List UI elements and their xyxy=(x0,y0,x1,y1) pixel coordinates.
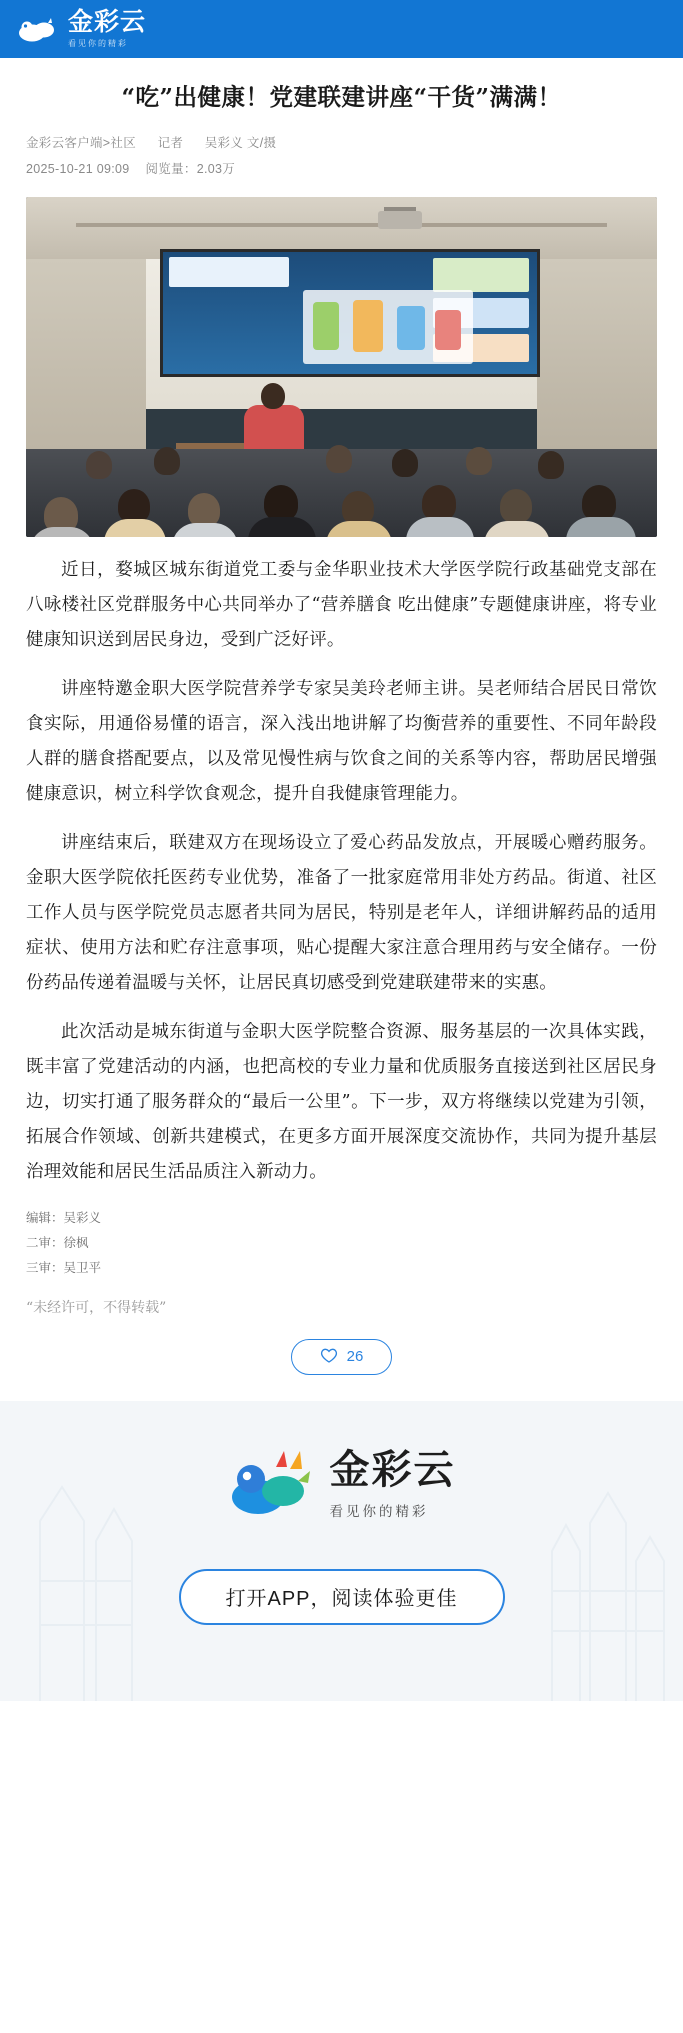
promo-title: 金彩云 xyxy=(329,1447,456,1492)
colorful-cloud-icon xyxy=(228,1441,314,1527)
like-button[interactable] xyxy=(291,1339,393,1375)
publish-time: 2025-10-21 09:09 xyxy=(26,162,130,177)
brand-logo[interactable] xyxy=(18,9,146,48)
promo-brand xyxy=(228,1441,456,1527)
article-paragraph: 此次活动是城东街道与金职大医学院整合资源、服务基层的一次具体实践，既丰富了党建活动的内涵，也把高校的专业力量和优质服务直接送到社区居民身边，切实打通了服务群众的“最后一公里”。下一步，双方将继续以党建为引领，拓展合作领域、创新共建模式，在更多方面开展深度交流协作，共同为提升基层治理效能和居民生活品质注入新动力。 xyxy=(26,1021,657,1182)
heart-icon xyxy=(320,1347,338,1367)
article-photo xyxy=(26,197,657,537)
brand-subtitle: 看见你的精彩 xyxy=(68,38,128,48)
like-row xyxy=(26,1339,657,1375)
article-paragraph: 近日，婺城区城东街道党工委与金华职业技术大学医学院行政基础党支部在八咏楼社区党群服务中心共同举办了“营养膳食 吃出健康”专题健康讲座，将专业健康知识送到居民身边，受到广泛好评。 xyxy=(26,559,657,650)
brand-title: 金彩云 xyxy=(68,8,147,37)
article-paragraph: 讲座特邀金职大医学院营养学专家吴美玲老师主讲。吴老师结合居民日常饮食实际，用通俗易懂的语言，深入浅出地讲解了均衡营养的重要性、不同年龄段人群的膳食搭配要点，以及常见慢性病与饮食之间的关系等内容，帮助居民增强健康意识，树立科学饮食观念，提升自我健康管理能力。 xyxy=(26,678,657,804)
cloud-logo-icon xyxy=(18,12,58,46)
article-meta-source xyxy=(26,130,657,156)
copyright-notice: “未经许可，不得转载” xyxy=(26,1299,167,1316)
article-body xyxy=(26,553,657,1190)
like-count: 26 xyxy=(346,1348,364,1366)
source-label: 金彩云客户端>社区 xyxy=(26,136,137,151)
open-app-button[interactable]: 打开APP，阅读体验更佳 xyxy=(179,1569,505,1625)
editor-line: 三审：吴卫平 xyxy=(26,1260,102,1275)
view-count: 阅览量：2.03万 xyxy=(145,162,236,177)
reporter-label: 记者 xyxy=(157,136,184,151)
promo-subtitle: 看见你的精彩 xyxy=(329,1503,429,1519)
article-meta-stats xyxy=(26,156,657,182)
reporter-name: 吴彩义 文/摄 xyxy=(204,136,277,151)
app-promo-banner xyxy=(0,1401,683,1701)
article-container xyxy=(0,58,683,1375)
presentation-screen xyxy=(160,249,540,377)
page-title: “吃”出健康！党建联建讲座“干货”满满！ xyxy=(121,83,562,111)
editor-line: 二审：徐枫 xyxy=(26,1235,89,1250)
article-paragraph: 讲座结束后，联建双方在现场设立了爱心药品发放点，开展暖心赠药服务。金职大医学院依托医药专业优势，准备了一批家庭常用非处方药品。街道、社区工作人员与医学院党员志愿者共同为居民，特别是老年人，详细讲解药品的适用症状、使用方法和贮存注意事项，贴心提醒大家注意合理用药与安全储存。一份份药品传递着温暖与关怀，让居民真切感受到党建联建带来的实惠。 xyxy=(26,832,657,993)
editor-line: 编辑：吴彩义 xyxy=(26,1210,102,1225)
app-header xyxy=(0,0,683,58)
editor-credits xyxy=(26,1206,657,1281)
